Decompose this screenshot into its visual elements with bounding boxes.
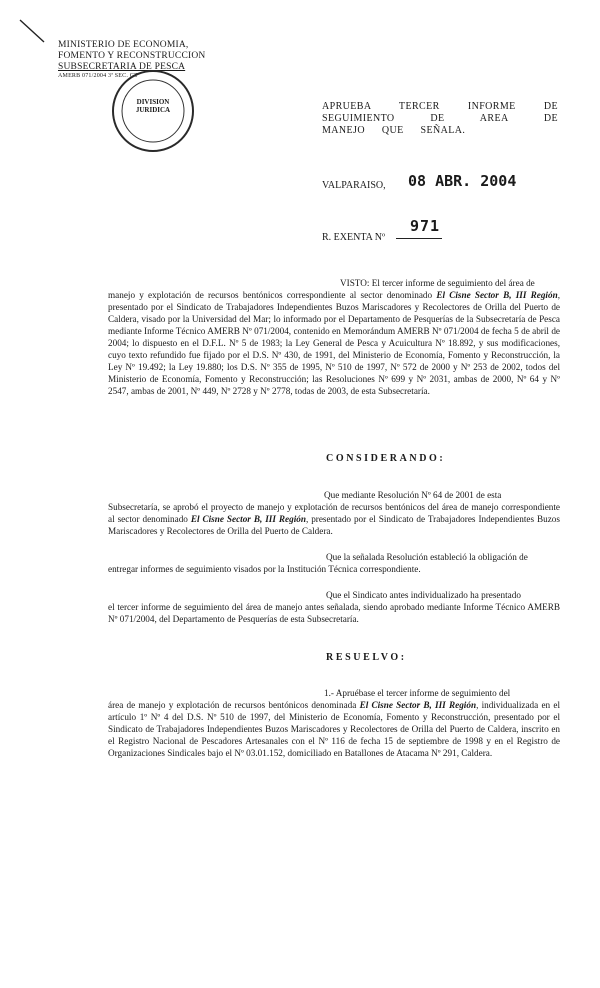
ministry-ref: AMERB 071/2004 3ª SEC. GT	[58, 73, 139, 79]
exenta-number: 971	[410, 217, 441, 235]
document-title: APRUEBA TERCER INFORME DE SEGUIMIENTO DE AREA DE MANEJO QUE SEÑALA.	[322, 101, 558, 136]
ministry-line-1: MINISTERIO DE ECONOMIA,	[58, 40, 189, 50]
resuelvo-heading: RESUELVO:	[326, 652, 407, 663]
document-date: 08 ABR. 2004	[408, 172, 517, 190]
visto-text-b: , presentado por el Sindicato de Trabajadores Independientes Buzos Mariscadores y Recolectores de Orilla del Puerto de Caldera, visado por la Universidad del Mar; lo informado por el Departamento de Pesquerías de la Subsecretaría de Pesca mediante Informe Técnico AMERB Nº 071/2004, contenido en Memorándum AMERB Nº 071/2004 de fecha 5 de abril de 2004; lo dispuesto en el D.F.L. Nº 5 de 1983; la Ley General de Pesca y Acuicultura Nº 18.892, y sus modificaciones, cuyo texto refundido fue fijado por el D.S. Nº 430, de 1991, del Ministerio de Economía, Fomento y Reconstrucción, la Ley Nº 19.492; la Ley 19.880; los D.S. Nº 355 de 1995, Nº 510 de 1997, Nº 572 de 2000 y Nº 253 de 2002, todos del Ministerio de Economía, Fomento y Reconstrucción; las Resoluciones Nº 699 y Nº 2031, ambas de 2000, Nº 64 y Nº 2547, ambas de 2001, Nº 449, Nº 2728 y Nº 2778, todas de 2003, de esta Subsecretaría.	[108, 290, 560, 396]
visto-paragraph	[108, 277, 560, 397]
considerando-1	[108, 489, 560, 537]
resuelvo-1-text-a: área de manejo y explotación de recursos bentónicos denominada	[108, 700, 360, 710]
considerando-2-text: entregar informes de seguimiento visados por la Institución Técnica correspondiente.	[108, 564, 421, 574]
considerando-heading: CONSIDERANDO:	[326, 453, 446, 464]
exenta-underline	[396, 238, 442, 239]
considerando-3-line-1: Que el Sindicato antes individualizado ha presentado	[326, 590, 521, 600]
considerando-1-line-1: Que mediante Resolución Nº 64 de 2001 de esta	[324, 490, 502, 500]
resuelvo-1-text-b: , individualizada en el artículo 1º Nº 4 del D.S. Nº 510 de 1997, del Ministerio de Economía, Fomento y Reconstrucción, presentado por el Sindicato de Trabajadores Independientes Buzos Mariscadores y Recolectores de Orilla del Puerto de Caldera, inscrito en el Registro Nacional de Pescadores Artesanales con el Nº 116 de fecha 15 de septiembre de 1998 y en el Registro de Organizaciones Sindicales bajo el Nº 03.01.152, domiciliado en Batallones de Atacama Nº 291, Caldera.	[108, 700, 560, 758]
ministry-line-3: SUBSECRETARIA DE PESCA	[58, 62, 186, 72]
division-juridica-stamp	[112, 70, 194, 152]
resuelvo-1-line-1: 1.- Apruébase el tercer informe de seguimiento del	[324, 688, 511, 698]
considerando-1-text-b: , presentado por el Sindicato de Trabajadores Independientes Buzos Mariscadores y Recolectores de Orilla del Puerto de Caldera.	[108, 514, 560, 536]
resuelvo-1-sector-name: El Cisne Sector B, III Región	[359, 700, 477, 710]
resuelvo-1	[108, 687, 560, 759]
visto-line-1: VISTO: El tercer informe de seguimiento del área de	[340, 278, 535, 288]
stamp-text-juridica: JURIDICA	[135, 106, 171, 114]
ministry-line-2: FOMENTO Y RECONSTRUCCION	[58, 51, 206, 61]
corner-mark	[18, 18, 48, 48]
place-label: VALPARAISO,	[322, 180, 386, 191]
visto-sector-name: El Cisne Sector B, III Región	[436, 290, 558, 300]
considerando-2	[108, 551, 560, 575]
stamp-text-division: DIVISION	[136, 98, 170, 106]
considerando-1-sector-name: El Cisne Sector B, III Región	[190, 514, 306, 524]
considerando-1-text-a: Subsecretaría, se aprobó el proyecto de manejo y explotación de recursos bentónicos del área de manejo correspondiente al sector denominado	[108, 502, 560, 524]
considerando-2-line-1: Que la señalada Resolución estableció la obligación de	[326, 552, 528, 562]
visto-text-a: manejo y explotación de recursos bentónicos correspondiente al sector denominado	[108, 290, 437, 300]
considerando-3-text: el tercer informe de seguimiento del área de manejo antes señalada, siendo aprobado mediante Informe Técnico AMERB Nº 071/2004, del Departamento de Pesquerías de esta Subsecretaría.	[108, 602, 560, 624]
considerando-3	[108, 589, 560, 625]
exenta-label: R. EXENTA Nº	[322, 232, 386, 243]
